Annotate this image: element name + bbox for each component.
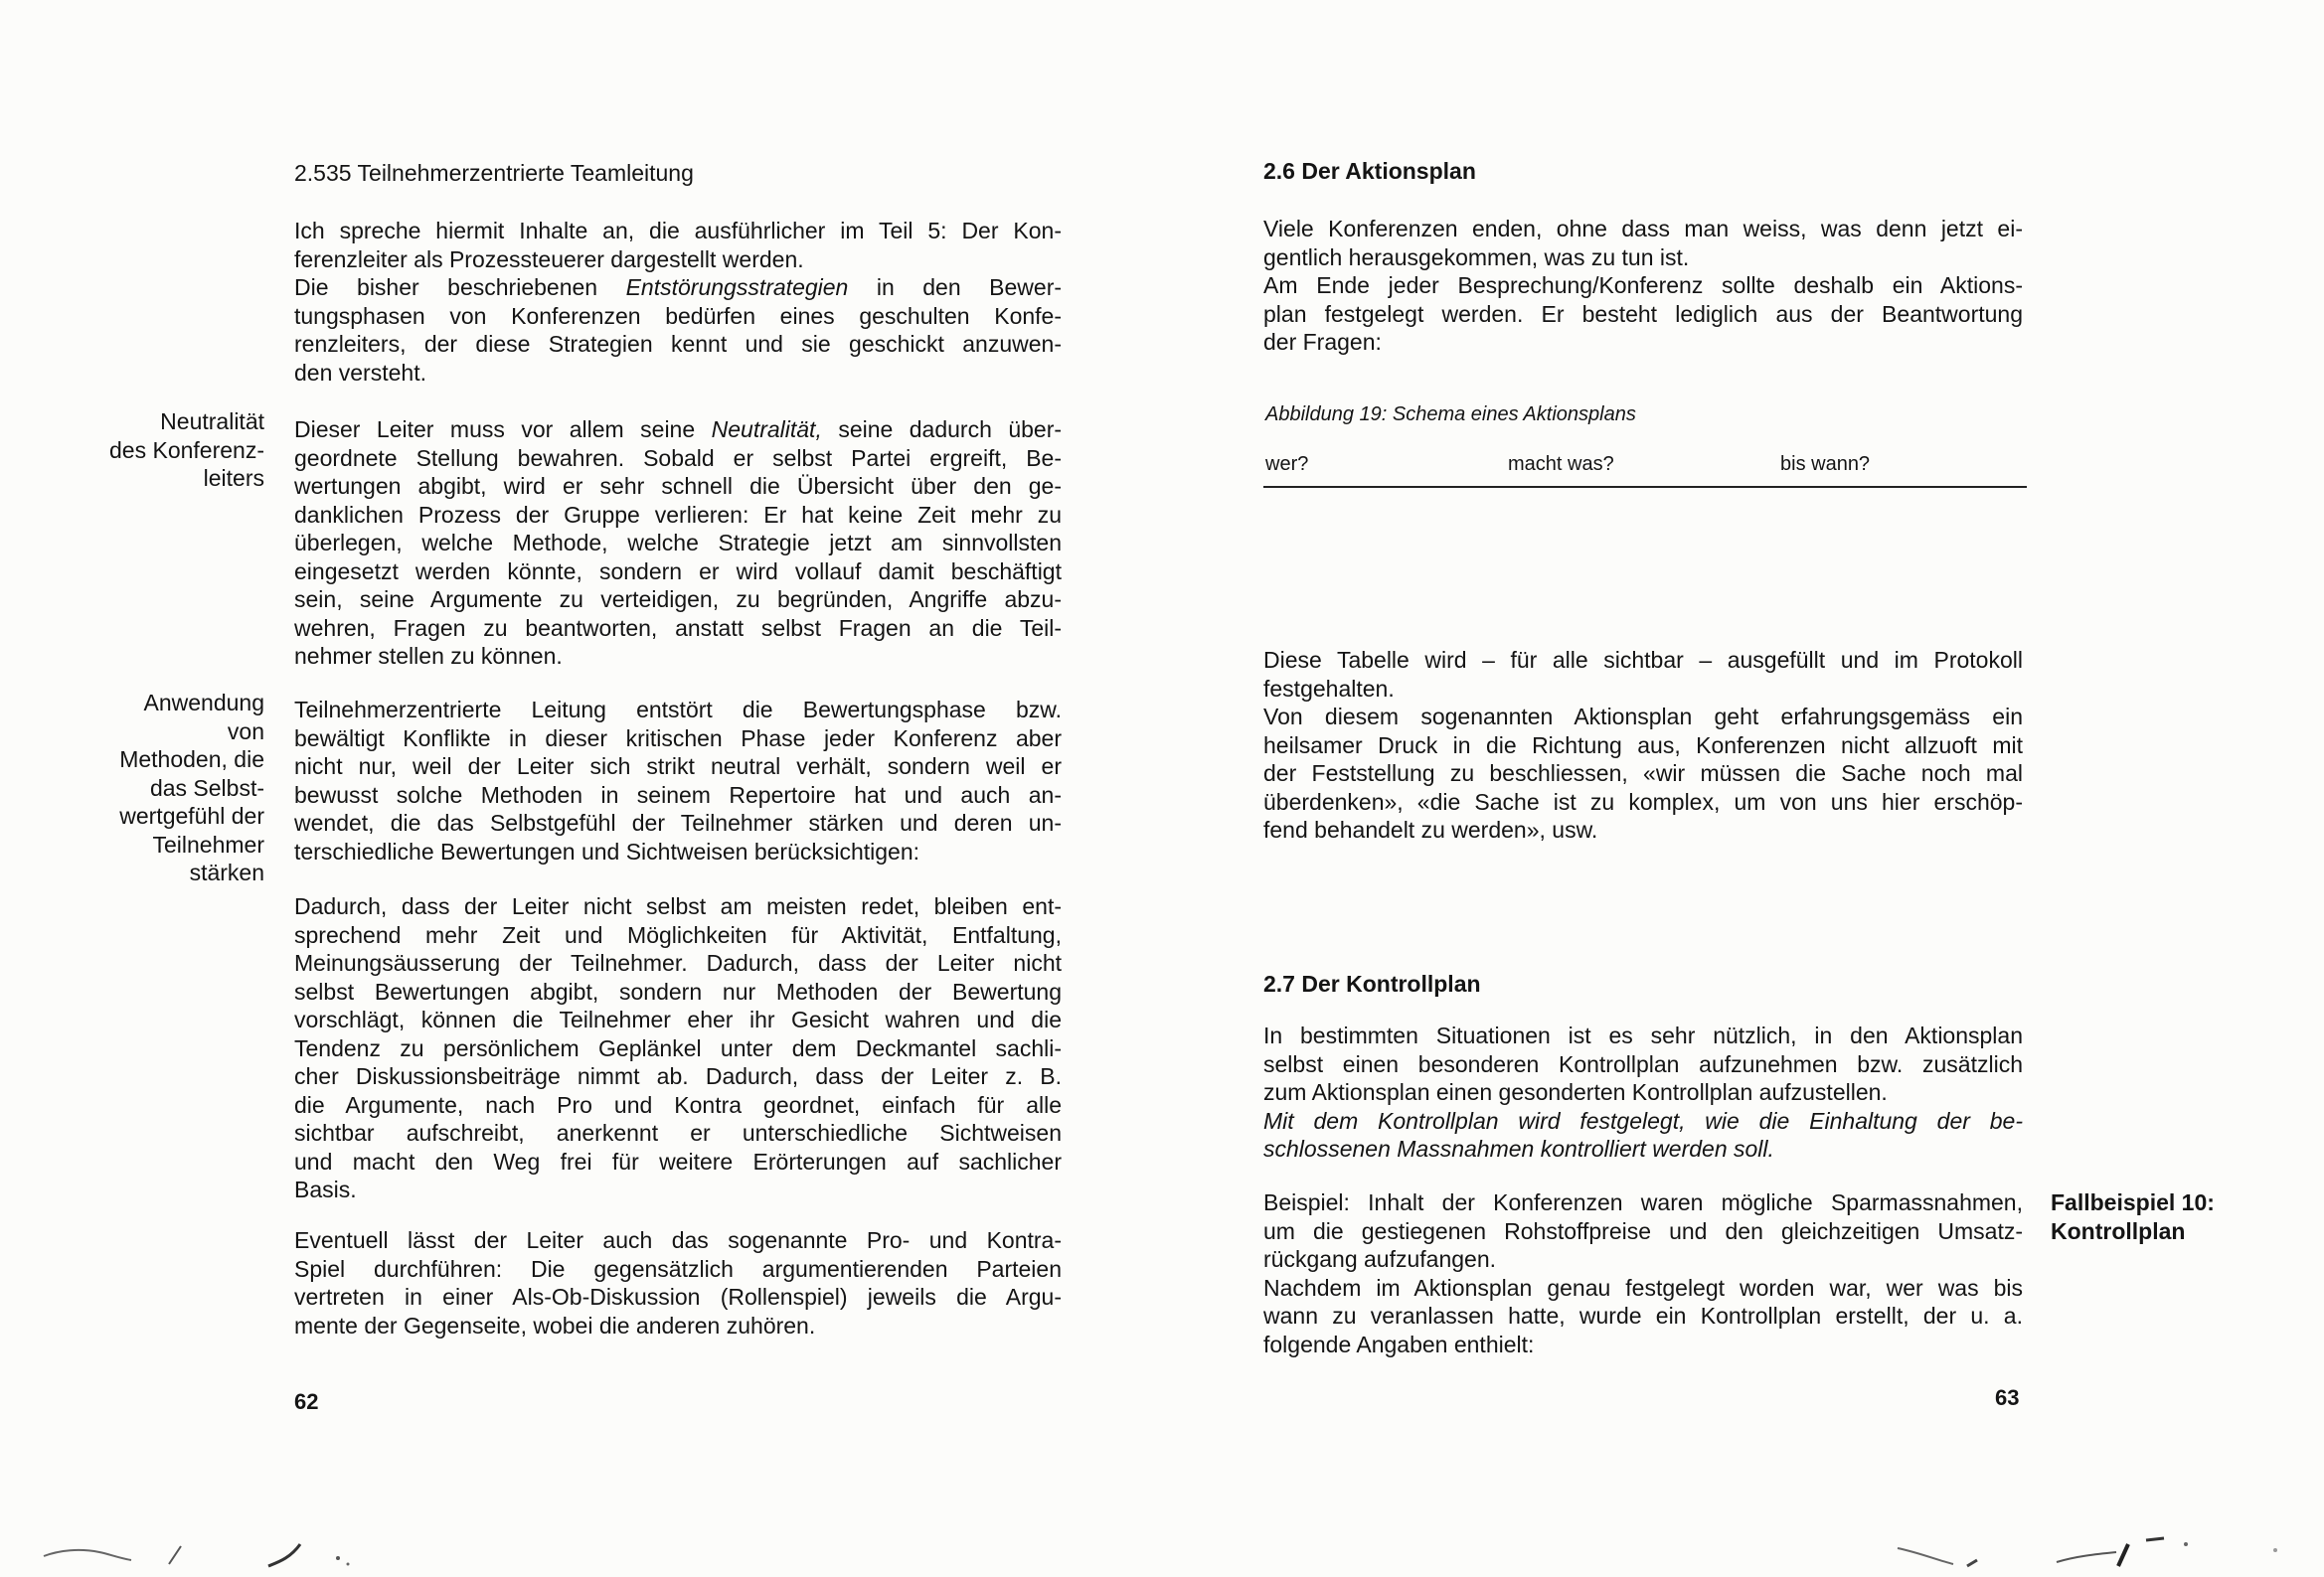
intro-paragraph: Ich spreche hiermit Inhalte an, die ausführlicher im Teil 5: Der Kon- ferenzleiter als Prozessteuerer dargestellt werden. Die bisher beschriebenen Entstörungsstrategien in den Bewer- tungsphasen von Konferenzen bedürfen eines geschulten Konfe- renzleiters, der diese Strategien kennt und sie geschickt anzuwen- den versteht. [294,218,1063,386]
scan-specks-left [40,1538,378,1574]
section-title: 2.535 Teilnehmerzentrierte Teamleitung [294,160,694,186]
beispiel-paragraph: Beispiel: Inhalt der Konferenzen waren mögliche Sparmassnahmen, um die gestiegenen Rohstoffpreise und den gleichzeitigen Umsatz- rückgang aufzufangen. Nachdem im Aktionsplan genau festgelegt worden war, wer was bis wann zu veranlassen hatte, wurde ein Kontrollplan erstellt, der u. a. folgende Angaben enthielt: [1263,1189,2023,1357]
figure-caption: Abbildung 19: Schema eines Aktionsplans [1265,403,1636,425]
dadurch-paragraph: Dadurch, dass der Leiter nicht selbst am meisten redet, bleiben ent- sprechend mehr Zeit und Möglichkeiten für Aktivität, Entfaltung, Meinungsäusserung der Teilnehmer. Dadurch, dass der Leiter nicht selbst Bewertungen abgibt, sondern nur Methoden der Bewertung vorschlägt, können die Teilnehmer eher ihr Gesicht wahren und die Tendenz zu persönlichem Geplänkel unter dem Deckmantel sachli- cher Diskussionsbeiträge nimmt ab. Dadurch, dass der Leiter z. B. die Argumente, nach Pro und Kontra geordnet, einfach für alle sichtbar aufschreibt, anerkennt er unterschiedliche Sichtweisen und macht den Weg frei für weitere Erörterungen auf sachlicher Basis. [294,893,1062,1202]
page-number-right: 63 [1995,1385,2020,1410]
methods-paragraph: Teilnehmerzentrierte Leitung entstört die Bewertungsphase bzw. bewältigt Konflikte in dieser kritischen Phase jeder Konferenz aber nicht nur, weil der Leiter sich strikt neutral verhält, sondern weil er bewusst solche Methoden in seinem Repertoire hat und auch an- wendet, die das Selbstgefühl der Teilnehmer stärken und deren un- terschiedliche Bewertungen und Sichtweisen berücksichtigen: [294,697,1062,865]
intro-italic-line: Die bisher beschriebenen Entstörungsstrategien in den Bewer- [294,274,1063,300]
table-header-was: macht was? [1508,453,1614,475]
sidenote-neutrality: Neutralität des Konferenz- leiters [109,408,264,491]
aktionsplan-paragraph: Viele Konferenzen enden, ohne dass man weiss, was denn jetzt ei- gentlich herausgekommen, was zu tun ist. Am Ende jeder Besprechung/Konferenz sollte deshalb ein Aktions- plan festgelegt werden. Er besteht lediglich aus der Beantwortung der Fragen: [1263,216,2023,355]
tabelle-paragraph: Diese Tabelle wird – für alle sichtbar – ausgefüllt und im Protokoll festgehalten. Von diesem sogenannten Aktionsplan geht erfahrungsgemäss ein heilsamer Druck in die Richtung aus, Konferenzen nicht allzuoft mit der Feststellung zu beschliessen, «wir müssen die Sache noch mal überdenken», «die Sache ist zu komplex, um von uns hier erschöp- fend behandelt zu werden», usw. [1263,647,2023,843]
table-header-wann: bis wann? [1780,453,1871,475]
kontrollplan-paragraph: In bestimmten Situationen ist es sehr nützlich, in den Aktionsplan selbst einen besonderen Kontrollplan aufzunehmen bzw. zusätzlich zum Aktionsplan einen gesonderten Kontrollplan aufzustellen. Mit dem Kontrollplan wird festgelegt, wie die Einhaltung der be- schlossenen Massnahmen kontrolliert werden soll. [1263,1023,2023,1162]
page-number-left: 62 [294,1389,319,1414]
heading-kontrollplan: 2.7 Der Kontrollplan [1263,971,1481,997]
neutrality-paragraph: Dieser Leiter muss vor allem seine Neutralität, seine dadurch über- geordnete Stellung bewahren. Sobald er selbst Partei ergreift, Be- wertungen abgibt, wird er sehr schnell die Übersicht über den ge- danklichen Prozess der Gruppe verlieren: Er hat keine Zeit mehr zu überlegen, welche Methode, welche Strategie jetzt am sinnvollsten eingesetzt werden könnte, sondern er wird vollauf damit beschäftigt sein, seine Argumente zu verteidigen, zu begründen, Angriffe abzu- wehren, Fragen zu beantworten, anstatt selbst Fragen an die Teil- nehmer stellen zu können. [294,416,1063,669]
sidenote-methods: Anwendung von Methoden, die das Selbst- wertgefühl der Teilnehmer stärken [119,690,264,885]
sidenote-fallbeispiel: Fallbeispiel 10: Kontrollplan [2051,1189,2215,1244]
right-page [1162,0,2324,1577]
table-header-wer: wer? [1265,453,1309,475]
heading-aktionsplan: 2.6 Der Aktionsplan [1263,158,1476,184]
neutrality-italic-line: Dieser Leiter muss vor allem seine Neutralität, seine dadurch über- [294,416,1063,442]
eventuell-paragraph: Eventuell lässt der Leiter auch das sogenannte Pro- und Kontra- Spiel durchführen: Die gegensätzlich argumentierenden Parteien vertreten in einer Als-Ob-Diskussion (Rollenspiel) jeweils die Argu- mente der Gegenseite, wobei die anderen zuhören. [294,1227,1062,1339]
table-rule [1263,486,2027,488]
scan-specks-right [1858,1530,2295,1574]
